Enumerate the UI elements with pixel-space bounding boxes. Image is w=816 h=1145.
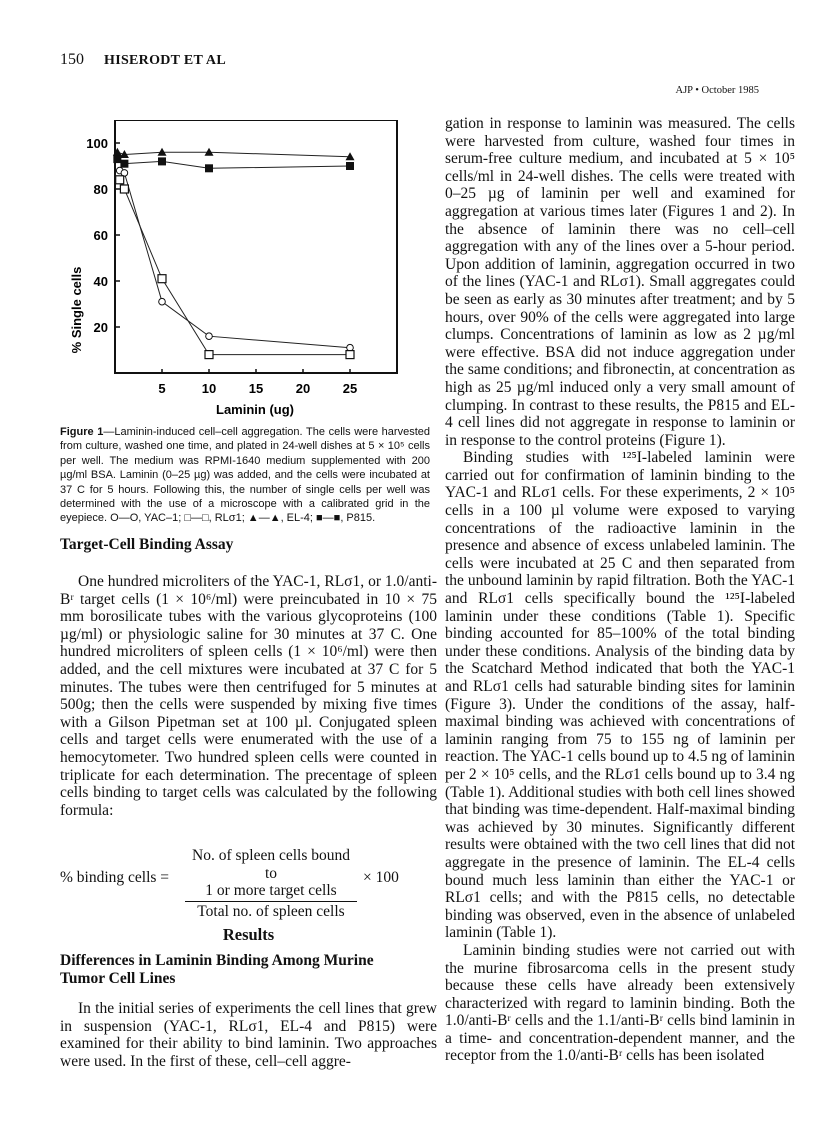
paragraph: gation in response to laminin was measured. The cells were harvested from culture, washed four times in serum-free culture medium, and incubated at 5 × 10⁵ cells/ml in 24-well dishes. The cells were treated with 0–25 µg of laminin per well and examined for aggregation at various times later (Figures 1 and 2). In the absence of laminin there was no cell–cell aggregation with any of the lines over a 5-hour period. Upon addition of laminin, aggregation occurred in two of the lines (YAC-1 and RLσ1). Small aggregates could be seen as early as 30 minutes after treatment; and by 5 hours, over 90% of the cells were aggregated into large clumps. Concentrations of laminin as low as 2 µg/ml were effective. BSA did not induce aggregation under the same conditions; and fibronectin, at concentration as high as 25 µg/ml induced only a very small amount of clumping. In contrast to these results, the P815 and EL-4 cell lines did not aggregate in response to laminin or in response to the control proteins (Figure 1). <box>445 115 795 449</box>
right-column <box>445 115 795 1065</box>
formula-denominator: Total no. of spleen cells <box>197 902 345 920</box>
data-point-p815 <box>113 155 121 163</box>
plot-frame <box>115 120 397 373</box>
left-column-methods <box>60 573 437 819</box>
x-tick-label: 25 <box>342 381 358 396</box>
data-point-rl-1 <box>120 185 128 193</box>
data-point-rl-1 <box>346 351 354 359</box>
x-axis-label: Laminin (ug) <box>216 402 294 417</box>
page-number: 150 <box>60 51 84 68</box>
caption-text: —Laminin-induced cell–cell aggregation. The cells were harvested from culture, washed one time, and plated in 24-well dishes at 5 × 10⁵ cells per well. The medium was RPMI-1640 medium supplemented with 200 µg/ml BSA. Laminin (0–25 µg) was added, and the cells were incubated at 37 C for 5 hours. Following this, the number of single cells per well was determined with the use of a microscope with a calibrated grid in the eyepiece. O—O, YAC–1; □—□, RLσ1; ▲—▲, EL-4; ■—■, P815. <box>60 426 430 525</box>
x-tick-label: 15 <box>248 381 264 396</box>
paragraph: One hundred microliters of the YAC-1, RLσ1, or 1.0/anti-Bʳ target cells (1 × 10⁶/ml) were preincubated in 10 × 75 mm borosilicate tubes with the various glycoproteins (100 µg/ml) or physiologic saline for 30 minutes at 37 C. One hundred microliters of spleen cells (1 × 10⁶/ml) were then added, and the cell mixtures were incubated at 37 C for 5 minutes. The tubes were then centrifuged for 5 minutes at 500g; then the cells were suspended by mixing five times with a Gilson Pipetman set at 100 µl. Conjugated spleen cells and target cells were enumerated with the use of a hemocytometer. Two hundred spleen cells were counted in triplicate for each determination. The precentage of spleen cells binding to target cells was calculated by the following formula: <box>60 573 437 819</box>
y-axis-label: % Single cells <box>69 266 84 354</box>
y-tick-label: 60 <box>93 228 108 243</box>
figure-caption <box>60 425 430 526</box>
running-authors: HISERODT ET AL <box>104 53 226 68</box>
y-tick-label: 100 <box>86 136 108 151</box>
data-point-p815 <box>158 157 166 165</box>
caption-label: Figure 1 <box>60 426 104 438</box>
data-point-p815 <box>205 164 213 172</box>
chart-svg <box>60 120 430 420</box>
x-tick-label: 20 <box>295 381 311 396</box>
subsection-heading-differences: Differences in Laminin Binding Among Murine Tumor Cell Lines <box>60 952 374 987</box>
section-heading-target-cell-binding: Target-Cell Binding Assay <box>60 536 234 553</box>
series-line-p815 <box>117 159 350 168</box>
paragraph: In the initial series of experiments the cell lines that grew in suspension (YAC-1, RLσ1, EL-4 and P815) were examined for their ability to bind laminin. Two approaches were used. In the first of these, cell–cell aggre- <box>60 1000 437 1070</box>
data-point-rl-1 <box>116 176 124 184</box>
formula-lhs: % binding cells = <box>60 869 170 886</box>
data-point-rl-1 <box>205 351 213 359</box>
section-heading-results: Results <box>222 925 275 944</box>
data-point-el-4 <box>205 148 214 156</box>
data-point-el-4 <box>158 148 167 156</box>
x-tick-label: 10 <box>201 381 217 396</box>
data-point-p815 <box>120 160 128 168</box>
paragraph: Binding studies with ¹²⁵I-labeled laminin were carried out for confirmation of laminin binding to the YAC-1 and RLσ1 cells. For these experiments, 2 × 10⁵ cells in a 100 µl volume were exposed to varying concentrations of the radioactive laminin in the presence and absence of excess unlabeled laminin. The cells were incubated at 25 C and then separated from the unbound laminin by rapid filtration. Both the YAC-1 and RLσ1 cells specifically bound the ¹²⁵I-labeled laminin under these conditions (Table 1). Specific binding accounted for 85–100% of the total binding under these conditions. Analysis of the binding data by the Scatchard Method indicated that both the YAC-1 and RLσ1 cells had saturable binding sites for laminin (Figure 3). Under the conditions of the assay, half-maximal binding was achieved with concentrations of laminin ranging from 75 to 155 ng of laminin per reaction. The YAC-1 cells bound up to 4.5 ng of laminin per 2 × 10⁵ cells, and the RLσ1 cells bound up to 3.4 ng (Table 1). Additional studies with both cell lines showed that binding was time-dependent. Half-maximal binding was achieved by 30 minutes. Significantly different results were obtained with the two cell lines that did not aggregate in the presence of laminin. The EL-4 cells bound much less laminin than either the YAC-1 or RLσ1 cells; and with the P815 cells, no detectable binding was observed, even in the absence of unlabeled laminin (Table 1). <box>445 449 795 942</box>
binding-formula <box>60 847 440 920</box>
formula-rhs: × 100 <box>363 869 399 886</box>
formula-numerator-line1: No. of spleen cells bound to <box>192 847 350 882</box>
data-point-p815 <box>346 162 354 170</box>
journal-info: AJP • October 1985 <box>675 85 759 96</box>
data-point-yac-1 <box>159 298 166 305</box>
y-tick-label: 20 <box>93 320 108 335</box>
y-tick-label: 80 <box>93 182 108 197</box>
data-point-yac-1 <box>206 333 213 340</box>
fraction-bar <box>185 901 357 902</box>
left-column-results <box>60 1000 437 1070</box>
series-line-rl-1 <box>120 180 350 355</box>
y-tick-label: 40 <box>93 274 108 289</box>
running-header <box>60 51 226 69</box>
formula-fraction <box>185 847 357 921</box>
paragraph: Laminin binding studies were not carried out with the murine fibrosarcoma cells in the present study because these cells have already been extensively characterized with regard to laminin binding. Both the 1.0/anti-Bʳ cells and the 1.1/anti-Bʳ cells bind laminin in a time- and concentration-dependent manner, and the receptor from the 1.0/anti-Bʳ cells has been isolated <box>445 941 795 1065</box>
x-tick-label: 5 <box>158 381 166 396</box>
figure-1-chart <box>60 120 430 420</box>
formula-numerator-line2: 1 or more target cells <box>205 882 337 900</box>
series-line-el-4 <box>117 152 350 157</box>
data-point-rl-1 <box>158 275 166 283</box>
